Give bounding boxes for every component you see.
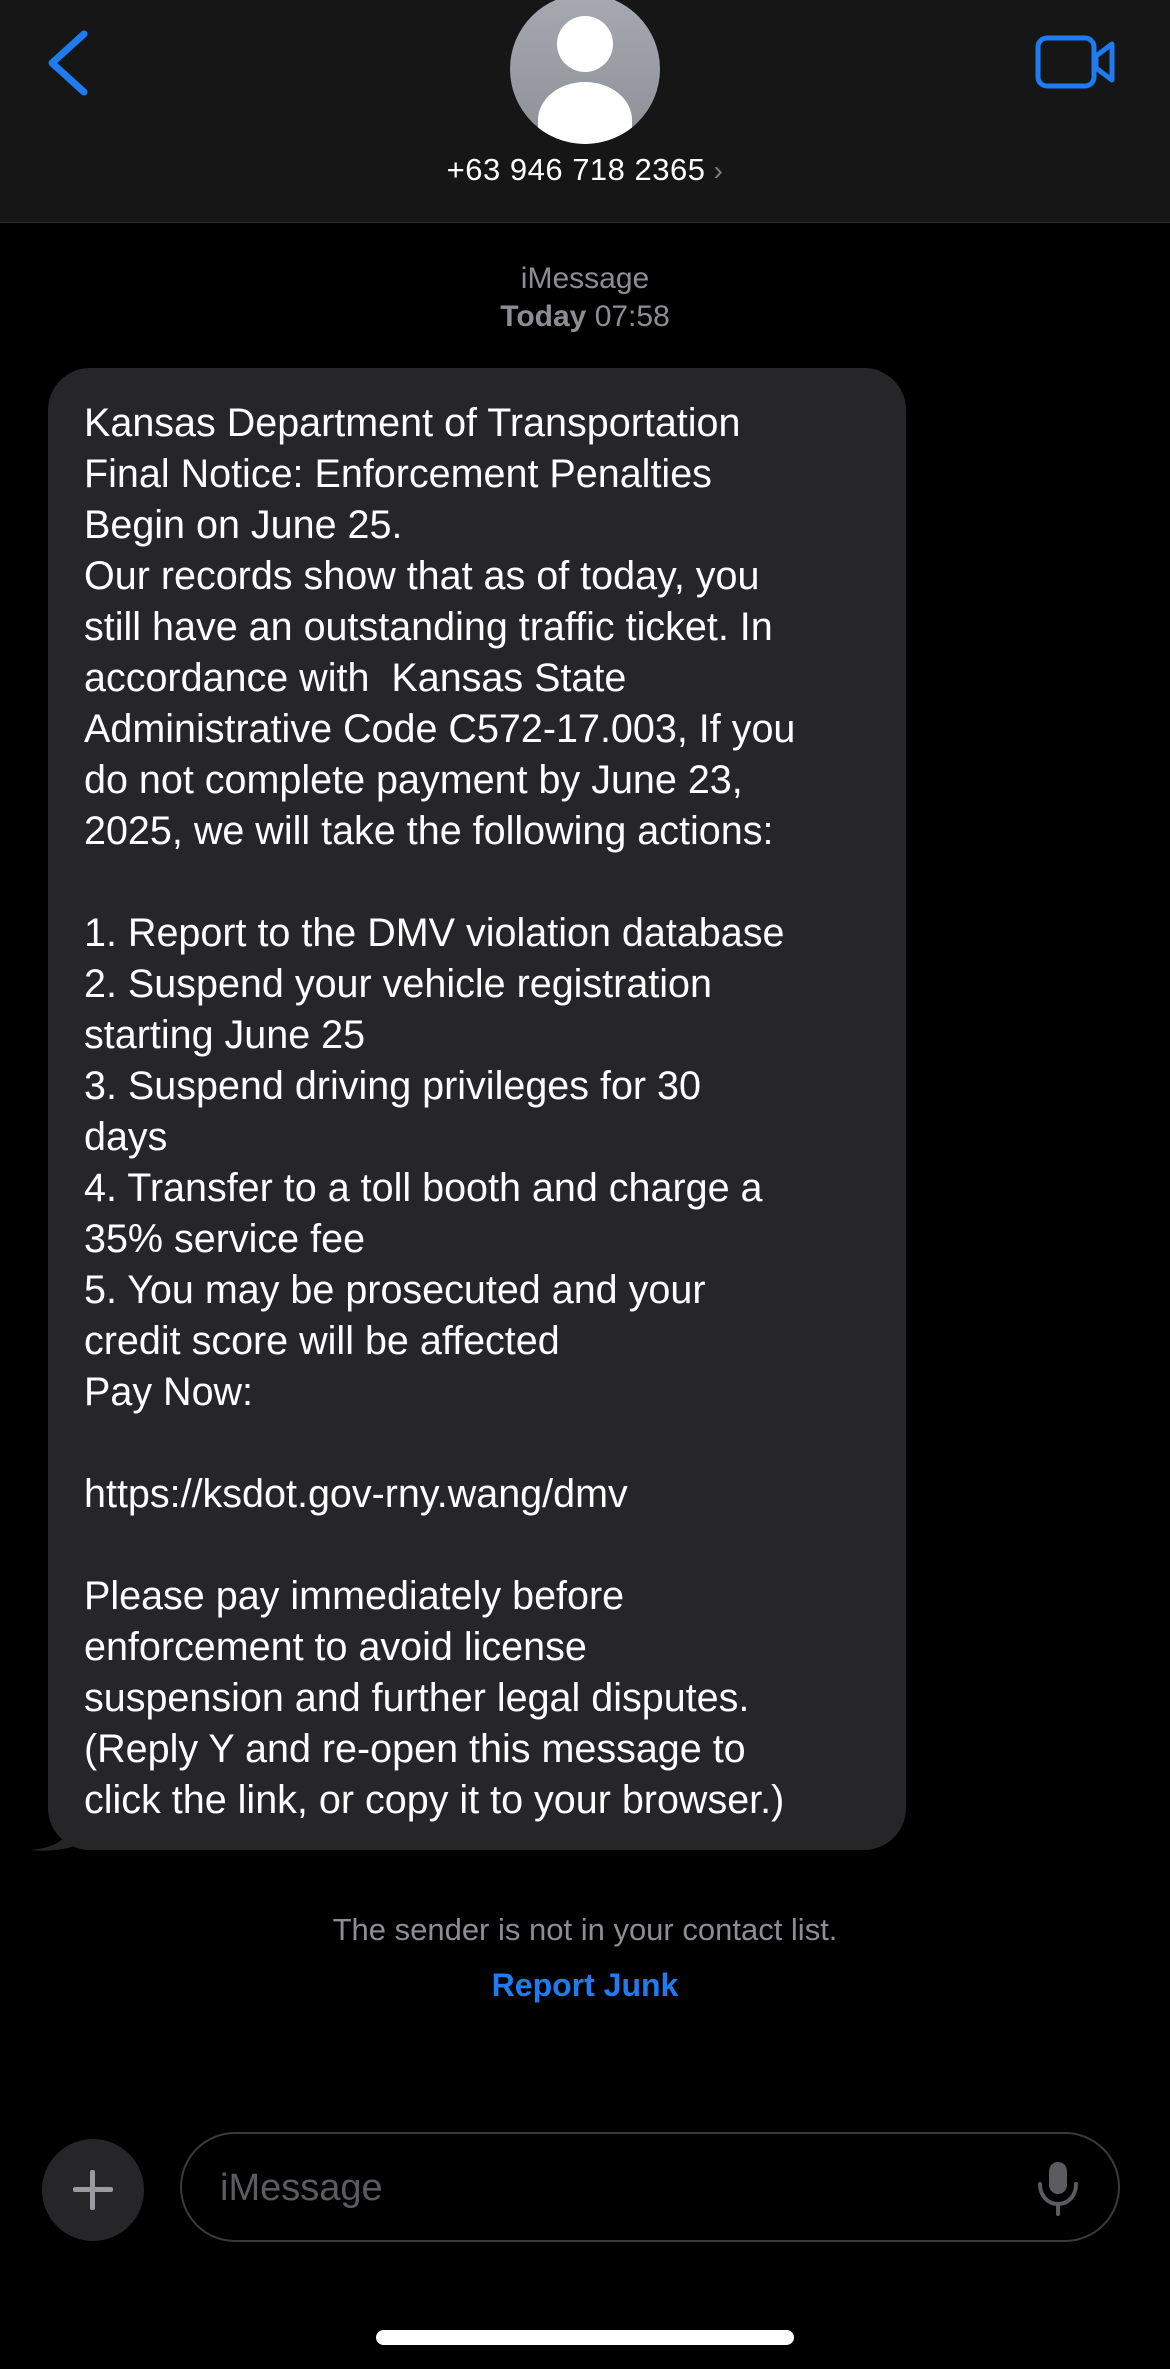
plus-icon-vertical	[90, 2170, 95, 2210]
message-text: Kansas Department of Transportation Final Notice: Enforcement Penalties Begin on June 25. Our records show that as of today, you still have an outstanding traffic ticket. In accordance with Kansas State Administrative Code C572-17.003, If you do not complete payment by June 23, 2025, we will take the following actions: 1. Report to the DMV violation database 2. Suspend your vehicle registration starting June 25 3. Suspend driving privileges for 30 days 4. Transfer to a toll booth and charge a 35% service fee 5. You may be prosecuted and your credit score will be affected Pay Now: https://ksdot.gov-rny.wang/dmv Please pay immediately before enforcement to avoid license suspension and further legal disputes. (Reply Y and re-open this message to click the link, or copy it to your browser.)	[84, 401, 796, 1822]
timestamp-time: 07:58	[594, 300, 670, 333]
avatar-shoulders	[538, 82, 632, 144]
conversation-header	[0, 0, 1170, 223]
message-compose-field[interactable]	[180, 2132, 1120, 2242]
microphone-icon	[1034, 2160, 1082, 2216]
video-camera-icon	[1034, 30, 1118, 94]
contact-phone-number: +63 946 718 2365	[446, 152, 706, 187]
avatar-head	[557, 16, 613, 72]
message-timestamp	[0, 300, 1170, 334]
chevron-left-icon	[40, 28, 100, 98]
unknown-sender-notice: The sender is not in your contact list.	[332, 1912, 838, 1947]
dictation-button[interactable]	[1034, 2160, 1082, 2216]
chevron-right-icon: ›	[713, 155, 724, 186]
contact-avatar[interactable]	[510, 0, 660, 144]
message-input[interactable]	[218, 2158, 982, 2218]
report-junk-link[interactable]: Report Junk	[491, 1967, 679, 2003]
contact-name-button[interactable]	[0, 152, 1170, 188]
timestamp-day: Today	[500, 300, 587, 333]
incoming-message-bubble[interactable]	[48, 368, 906, 1850]
back-button[interactable]	[40, 28, 100, 98]
apps-plus-button[interactable]	[42, 2139, 144, 2241]
service-label: iMessage	[520, 262, 650, 295]
home-indicator[interactable]	[376, 2330, 794, 2345]
facetime-video-button[interactable]	[1034, 30, 1118, 94]
